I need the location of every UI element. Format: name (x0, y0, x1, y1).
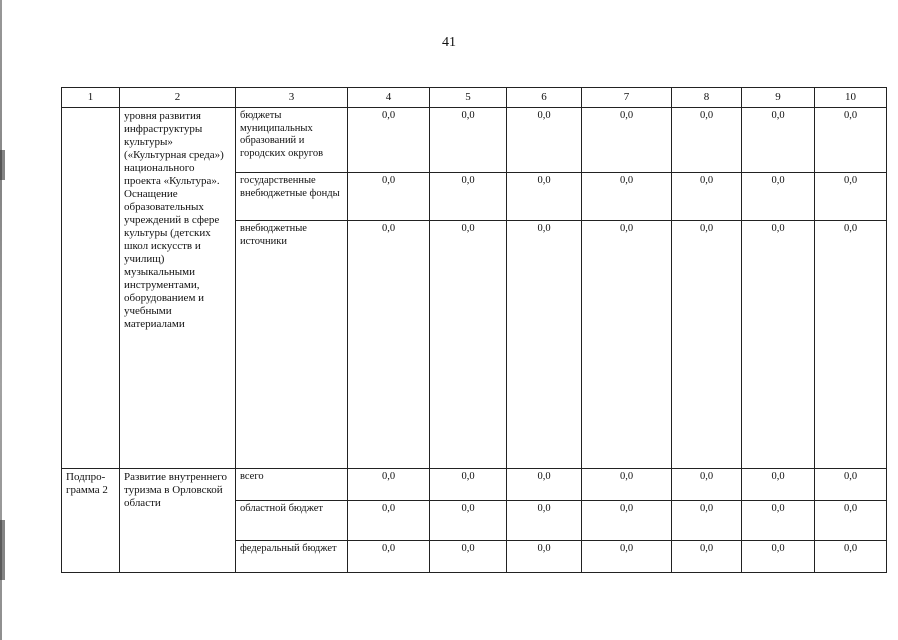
value-cell: 0,0 (582, 541, 672, 573)
value-cell: 0,0 (507, 501, 582, 541)
value-cell: 0,0 (348, 541, 430, 573)
column-header: 5 (430, 88, 507, 108)
value-cell: 0,0 (507, 173, 582, 221)
value-cell: 0,0 (815, 108, 887, 173)
value-cell: 0,0 (348, 221, 430, 469)
value-cell: 0,0 (672, 108, 742, 173)
value-cell: 0,0 (430, 541, 507, 573)
column-header: 1 (62, 88, 120, 108)
funding-source-cell: государственные внебюджетные фонды (236, 173, 348, 221)
column-header: 6 (507, 88, 582, 108)
column-header: 4 (348, 88, 430, 108)
value-cell: 0,0 (815, 501, 887, 541)
funding-source-cell: федеральный бюджет (236, 541, 348, 573)
value-cell: 0,0 (742, 501, 815, 541)
column-header: 2 (120, 88, 236, 108)
table-row (62, 108, 887, 173)
value-cell: 0,0 (742, 541, 815, 573)
value-cell: 0,0 (815, 173, 887, 221)
value-cell: 0,0 (672, 541, 742, 573)
value-cell: 0,0 (507, 108, 582, 173)
program-code-cell: Подпро-грамма 2 (62, 469, 120, 573)
value-cell: 0,0 (672, 173, 742, 221)
budget-table (61, 87, 887, 573)
column-header: 3 (236, 88, 348, 108)
value-cell: 0,0 (348, 501, 430, 541)
scan-edge-mark (0, 520, 5, 580)
value-cell: 0,0 (815, 221, 887, 469)
value-cell: 0,0 (815, 469, 887, 501)
value-cell: 0,0 (507, 541, 582, 573)
value-cell: 0,0 (742, 469, 815, 501)
value-cell: 0,0 (582, 108, 672, 173)
value-cell: 0,0 (430, 108, 507, 173)
column-header: 9 (742, 88, 815, 108)
value-cell: 0,0 (742, 108, 815, 173)
value-cell: 0,0 (430, 501, 507, 541)
page-number: 41 (442, 35, 456, 50)
value-cell: 0,0 (672, 469, 742, 501)
value-cell: 0,0 (815, 541, 887, 573)
program-name-cell: Развитие внутреннего туризма в Орловской области (120, 469, 236, 573)
value-cell: 0,0 (582, 469, 672, 501)
value-cell: 0,0 (742, 173, 815, 221)
value-cell: 0,0 (430, 469, 507, 501)
value-cell: 0,0 (742, 221, 815, 469)
value-cell: 0,0 (348, 108, 430, 173)
funding-source-cell: областной бюджет (236, 501, 348, 541)
scan-edge-mark (0, 150, 5, 180)
funding-source-cell: бюджеты муниципальных образований и городских округов (236, 108, 348, 173)
value-cell: 0,0 (430, 173, 507, 221)
value-cell: 0,0 (582, 221, 672, 469)
funding-source-cell: внебюджетные источники (236, 221, 348, 469)
value-cell: 0,0 (348, 173, 430, 221)
value-cell: 0,0 (348, 469, 430, 501)
column-header: 7 (582, 88, 672, 108)
value-cell: 0,0 (582, 501, 672, 541)
value-cell: 0,0 (507, 469, 582, 501)
column-header: 8 (672, 88, 742, 108)
value-cell: 0,0 (672, 221, 742, 469)
program-name-cell: уровня развития инфраструктуры культуры» («Культурная среда») национального проекта «Культура». Оснащение образовательных учреждений в сфере культуры (детских школ искусств и училищ) музыкальными инструментами, оборудованием и учебными материалами (120, 108, 236, 469)
program-code-cell (62, 108, 120, 469)
table-row (62, 469, 887, 501)
table-header-row (62, 88, 887, 108)
column-header: 10 (815, 88, 887, 108)
value-cell: 0,0 (582, 173, 672, 221)
value-cell: 0,0 (672, 501, 742, 541)
value-cell: 0,0 (430, 221, 507, 469)
value-cell: 0,0 (507, 221, 582, 469)
funding-source-cell: всего (236, 469, 348, 501)
